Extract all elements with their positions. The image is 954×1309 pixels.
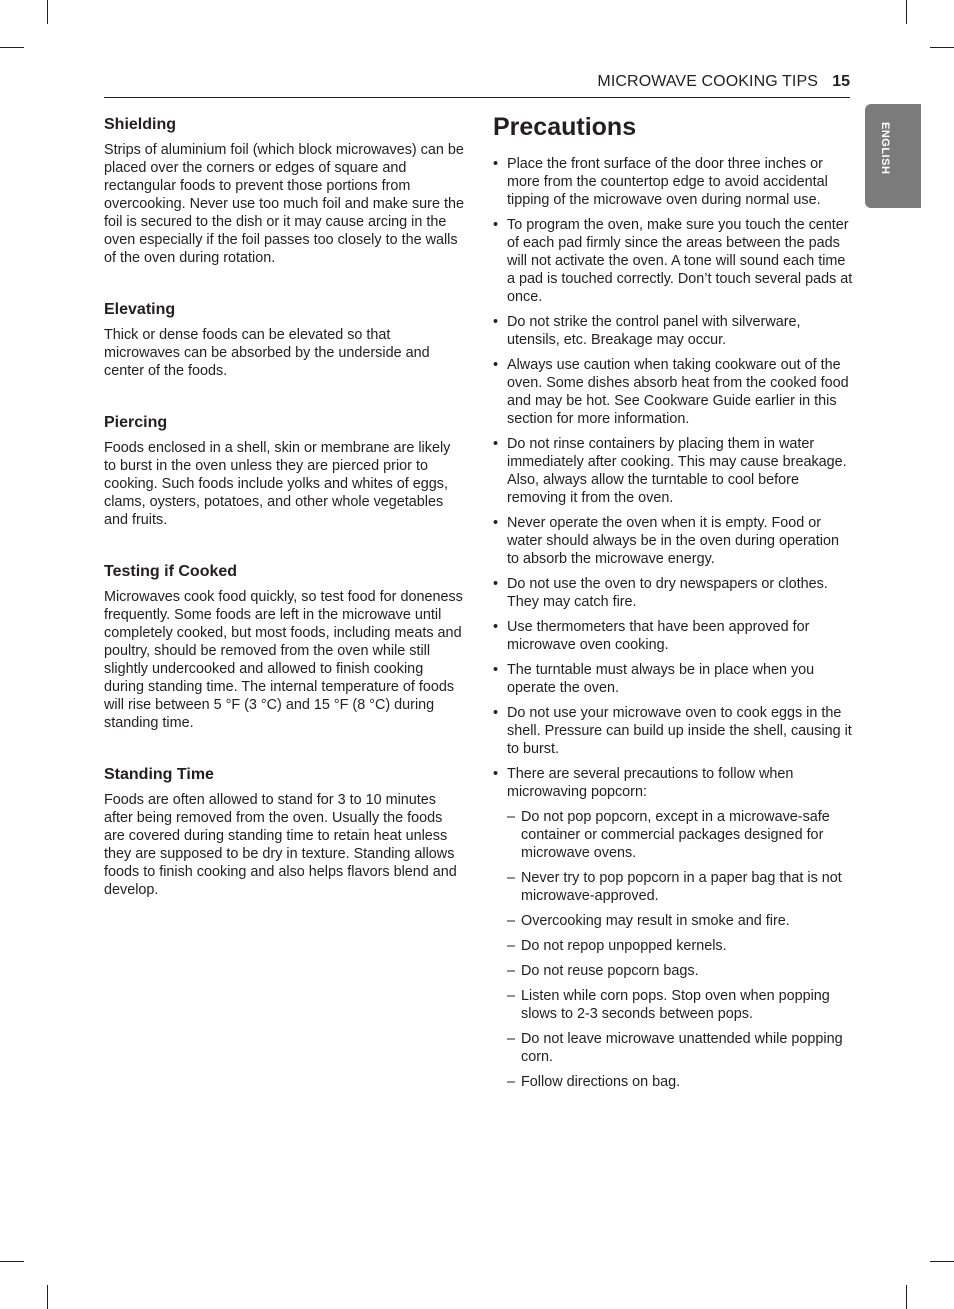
section-body: Thick or dense foods can be elevated so that microwaves can be absorbed by the underside and center of the foods. — [104, 327, 430, 379]
sublist-item-text: Never try to pop popcorn in a paper bag that is not microwave-approved. — [521, 870, 842, 904]
bullet-icon: • — [493, 662, 499, 678]
section-heading: Piercing — [104, 414, 168, 431]
language-tab — [865, 104, 921, 208]
list-item-text: Place the front surface of the door three inches or more from the countertop edge to avoid accidental tipping of the microwave oven during normal use. — [507, 156, 828, 208]
sublist-item — [507, 808, 853, 862]
precautions-list — [493, 155, 853, 1091]
list-item — [493, 575, 853, 611]
list-item — [493, 704, 853, 758]
dash-icon: – — [507, 870, 516, 886]
list-item-text: To program the oven, make sure you touch the center of each pad firmly since the areas between the pads will not activate the oven. A tone will sound each time a pad is touched correctly. Don’t touch several pads at once. — [507, 217, 853, 305]
crop-mark — [0, 47, 24, 48]
sublist-item-text: Do not pop popcorn, except in a microwave-safe container or commercial packages designed for microwave ovens. — [521, 809, 830, 861]
list-item — [493, 661, 853, 697]
crop-mark — [930, 1261, 954, 1262]
page-header — [104, 72, 850, 98]
section-piercing — [104, 413, 464, 529]
section-heading: Standing Time — [104, 766, 214, 783]
bullet-icon: • — [493, 705, 499, 721]
dash-icon: – — [507, 988, 516, 1004]
section-elevating — [104, 300, 464, 380]
section-body: Foods are often allowed to stand for 3 to 10 minutes after being removed from the oven. Usually the foods are covered during standing time to retain heat unless they are supposed to be dry in texture. Standing allows foods to finish cooking and also helps flavors blend and develop. — [104, 792, 457, 898]
list-item — [493, 313, 853, 349]
list-item — [493, 216, 853, 306]
sublist-item — [507, 869, 853, 905]
crop-mark — [47, 0, 48, 24]
section-testing-if-cooked — [104, 562, 464, 732]
bullet-icon: • — [493, 357, 499, 373]
page-number: 15 — [832, 73, 850, 90]
section-body: Foods enclosed in a shell, skin or membrane are likely to burst in the oven unless they are pierced prior to cooking. Such foods include yolks and whites of eggs, clams, oysters, potatoes, and other whole vegetables and fruits. — [104, 440, 451, 528]
language-tab-label: ENGLISH — [879, 122, 891, 175]
sublist-item-text: Follow directions on bag. — [521, 1074, 681, 1090]
sublist-item-text: Do not leave microwave unattended while popping corn. — [521, 1031, 843, 1065]
list-item — [493, 155, 853, 209]
dash-icon: – — [507, 1074, 516, 1090]
sublist-item — [507, 937, 853, 955]
list-item-text: Do not use your microwave oven to cook eggs in the shell. Pressure can build up inside the shell, causing it to burst. — [507, 705, 852, 757]
crop-mark — [906, 1285, 907, 1309]
sublist-item-text: Do not repop unpopped kernels. — [521, 938, 727, 954]
list-item — [493, 618, 853, 654]
bullet-icon: • — [493, 436, 499, 452]
list-item-text: The turntable must always be in place when you operate the oven. — [507, 662, 815, 696]
dash-icon: – — [507, 963, 516, 979]
left-column — [104, 115, 464, 932]
bullet-icon: • — [493, 156, 499, 172]
crop-mark — [47, 1285, 48, 1309]
sublist-item-text: Listen while corn pops. Stop oven when popping slows to 2-3 seconds between pops. — [521, 988, 830, 1022]
crop-mark — [0, 1261, 24, 1262]
list-item-text: Do not rinse containers by placing them in water immediately after cooking. This may cause breakage. Also, always allow the turntable to cool before removing it from the oven. — [507, 436, 847, 506]
bullet-icon: • — [493, 515, 499, 531]
section-shielding — [104, 115, 464, 267]
list-item — [493, 356, 853, 428]
sublist-item-text: Overcooking may result in smoke and fire. — [521, 913, 790, 929]
bullet-icon: • — [493, 576, 499, 592]
dash-icon: – — [507, 809, 516, 825]
precautions-title: Precautions — [493, 113, 637, 141]
section-body: Microwaves cook food quickly, so test food for doneness frequently. Some foods are left in the microwave until completely cooked, but most foods, including meats and poultry, should be removed from the oven while still slightly undercooked and allowed to finish cooking during standing time. The internal temperature of foods will rise between 5 °F (3 °C) and 15 °F (8 °C) during standing time. — [104, 589, 463, 731]
sublist-item — [507, 962, 853, 980]
bullet-icon: • — [493, 217, 499, 233]
sublist-item — [507, 987, 853, 1023]
section-standing-time — [104, 765, 464, 899]
section-heading: Shielding — [104, 116, 176, 133]
list-item-text: Never operate the oven when it is empty. Food or water should always be in the oven during operation to absorb the microwave energy. — [507, 515, 839, 567]
header-title: MICROWAVE COOKING TIPS — [597, 73, 818, 90]
section-heading: Testing if Cooked — [104, 563, 238, 580]
list-item-text: Do not strike the control panel with silverware, utensils, etc. Breakage may occur. — [507, 314, 801, 348]
sublist-item-text: Do not reuse popcorn bags. — [521, 963, 699, 979]
right-column — [493, 110, 853, 1098]
crop-mark — [930, 47, 954, 48]
list-item-text: Always use caution when taking cookware out of the oven. Some dishes absorb heat from the cooked food and may be hot. See Cookware Guide earlier in this section for more information. — [507, 357, 849, 427]
list-item — [493, 435, 853, 507]
list-item — [493, 765, 853, 1091]
section-heading: Elevating — [104, 301, 176, 318]
list-item-text: There are several precautions to follow when microwaving popcorn: — [507, 766, 794, 800]
list-item — [493, 514, 853, 568]
crop-mark — [906, 0, 907, 24]
bullet-icon: • — [493, 766, 499, 782]
bullet-icon: • — [493, 314, 499, 330]
sublist-item — [507, 1030, 853, 1066]
section-body: Strips of aluminium foil (which block microwaves) can be placed over the corners or edges of square and rectangular foods to prevent those portions from overcooking. Never use too much foil and make sure the foil is secured to the dish or it may cause arcing in the oven especially if the foil passes too closely to the walls of the oven during rotation. — [104, 142, 464, 266]
sublist-item — [507, 912, 853, 930]
bullet-icon: • — [493, 619, 499, 635]
list-item-text: Use thermometers that have been approved for microwave oven cooking. — [507, 619, 810, 653]
dash-icon: – — [507, 1031, 516, 1047]
popcorn-sublist — [507, 808, 853, 1091]
dash-icon: – — [507, 938, 516, 954]
list-item-text: Do not use the oven to dry newspapers or clothes. They may catch fire. — [507, 576, 828, 610]
sublist-item — [507, 1073, 853, 1091]
dash-icon: – — [507, 913, 516, 929]
